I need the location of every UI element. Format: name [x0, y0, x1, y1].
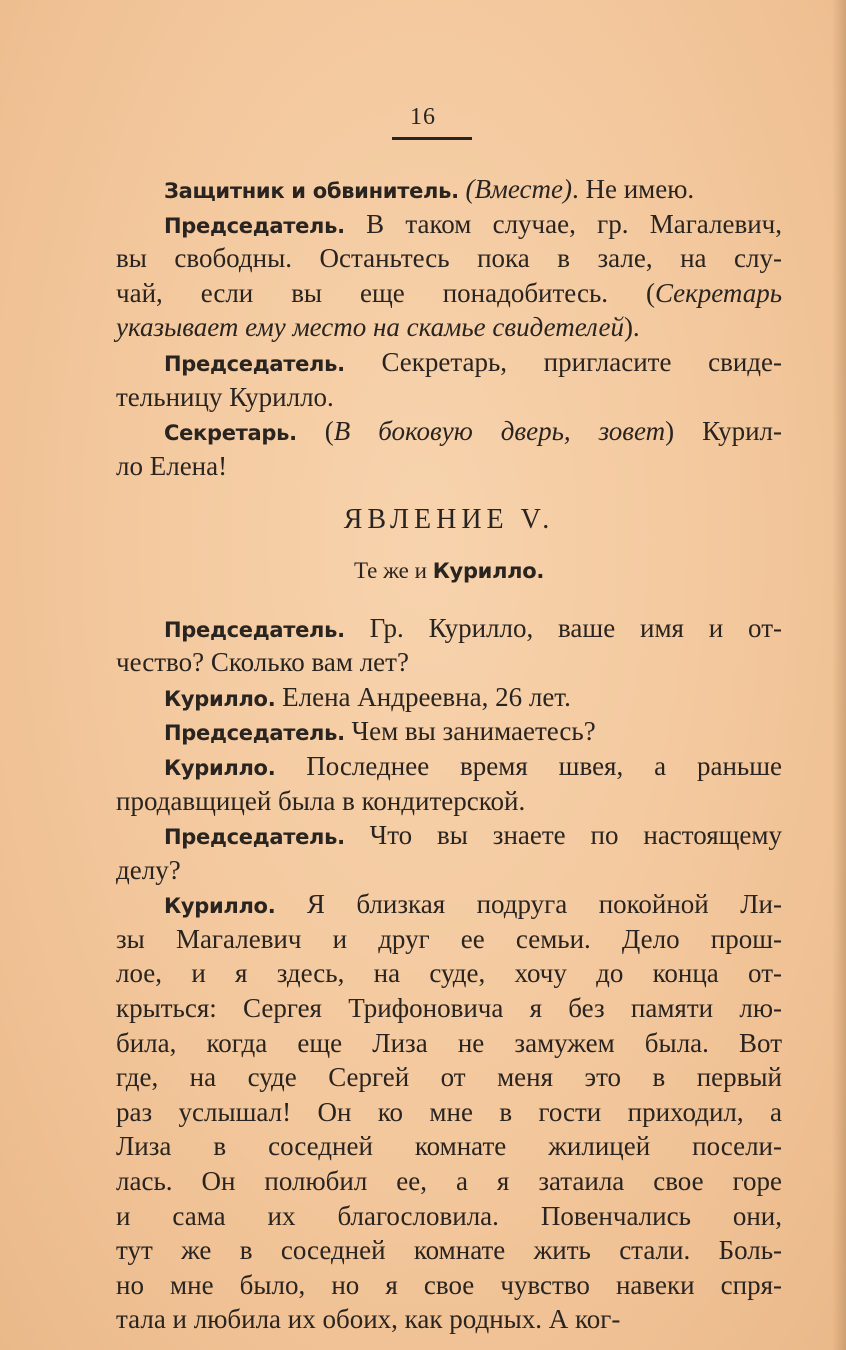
- line-text: В таком случае, гр. Магалевич,: [344, 208, 782, 239]
- text-line: [116, 749, 782, 784]
- text-line: [116, 1164, 782, 1199]
- page-number: 16: [410, 104, 436, 130]
- page-edge-shadow: [832, 0, 846, 1350]
- text-line: [116, 1129, 782, 1164]
- text-line: [116, 645, 782, 680]
- page-text: [116, 172, 782, 1337]
- line-text: Елена Андреевна, 26 лет.: [275, 681, 571, 712]
- line-text: вы свободны. Останьтесь пока в зале, на слу-: [116, 243, 782, 274]
- speaker-name: Председатель.: [164, 617, 345, 642]
- scene-heading: ЯВЛЕНИЕ V.: [343, 504, 555, 536]
- line-text: (: [296, 416, 334, 447]
- text-line: [116, 1233, 782, 1268]
- text-line: [116, 887, 782, 922]
- line-text: била, когда еще Лиза не замужем была. Вот: [116, 1027, 782, 1058]
- stage-direction: (Вместе): [458, 174, 572, 204]
- text-line: [116, 1268, 782, 1303]
- line-text: крыться: Сергея Трифоновича я без памяти лю-: [116, 993, 782, 1024]
- line-text: ) Курил-: [665, 416, 782, 447]
- stage-direction: указывает ему место на скамье свидетелей: [116, 312, 624, 343]
- subheading-character: Курилло.: [432, 558, 545, 583]
- text-line: [116, 784, 782, 819]
- text-line: [116, 1199, 782, 1234]
- subheading-text: Те же и: [353, 557, 433, 583]
- text-line: [116, 345, 782, 380]
- dialogue-block-2: [116, 611, 782, 1337]
- text-line: [116, 207, 782, 242]
- text-line: [116, 818, 782, 853]
- line-text: Последнее время швея, а раньше: [275, 750, 782, 781]
- line-text: лое, и я здесь, на суде, хочу до конца от-: [116, 958, 782, 989]
- line-text: тельницу Курилло.: [116, 381, 334, 412]
- line-text: Лиза в соседней комнате жилицей посели-: [116, 1131, 782, 1162]
- line-text: Гр. Курилло, ваше имя и от-: [344, 612, 782, 643]
- text-line: [116, 922, 782, 957]
- speaker-name: Курилло.: [164, 755, 276, 780]
- line-text: чество? Сколько вам лет?: [116, 647, 409, 678]
- stage-direction: В боковую дверь, зовет: [333, 416, 666, 447]
- text-line: [116, 276, 782, 311]
- page-number-rule: [392, 137, 472, 140]
- speaker-name: Председатель.: [164, 825, 345, 850]
- stage-direction: Секретарь: [654, 277, 782, 308]
- text-line: [116, 380, 782, 415]
- text-line: [116, 853, 782, 888]
- line-text: продавщицей была в кондитерской.: [116, 785, 526, 816]
- line-text: зы Магалевич и друг ее семьи. Дело прош-: [116, 923, 782, 954]
- speaker-name: Курилло.: [164, 894, 276, 919]
- line-text: где, на суде Сергей от меня это в первый: [116, 1062, 782, 1093]
- text-line: [116, 991, 782, 1026]
- speaker-name: Курилло.: [164, 686, 276, 711]
- line-text: тала и любила их обоих, как родных. А ког-: [116, 1304, 621, 1335]
- line-text: Секретарь, пригласите свиде-: [344, 346, 782, 377]
- speaker-name: Председатель.: [164, 721, 345, 746]
- text-line: [116, 172, 782, 207]
- line-text: Что вы знаете по настоящему: [344, 820, 782, 851]
- speaker-name: Председатель.: [164, 351, 345, 376]
- line-text: раз услышал! Он ко мне в гости приходил, а: [116, 1096, 782, 1127]
- text-line: [116, 310, 782, 345]
- line-text: и сама их благословила. Повенчались они,: [116, 1200, 782, 1231]
- text-line: [116, 241, 782, 276]
- dialogue-block-1: [116, 172, 782, 483]
- line-text: лась. Он полюбил ее, а я затаила свое горе: [116, 1166, 782, 1197]
- line-text: ).: [623, 312, 640, 343]
- line-text: Я близкая подруга покойной Ли-: [275, 889, 782, 920]
- speaker-name: Председатель.: [164, 213, 345, 238]
- line-text: . Не имею.: [571, 174, 695, 204]
- line-text: тут же в соседней комнате жить стали. Боль-: [116, 1235, 782, 1266]
- line-text: но мне было, но я свое чувство навеки спря-: [116, 1269, 782, 1300]
- text-line: [116, 680, 782, 715]
- line-text: Чем вы занимаетесь?: [344, 716, 596, 747]
- line-text: делу?: [116, 854, 181, 885]
- text-line: [116, 414, 782, 449]
- speaker-name: Защитник и обвинитель.: [164, 179, 459, 203]
- text-line: [116, 1095, 782, 1130]
- text-line: [116, 1302, 782, 1337]
- text-line: [116, 1060, 782, 1095]
- text-line: [116, 1026, 782, 1061]
- text-line: [116, 449, 782, 484]
- text-line: [116, 714, 782, 749]
- text-line: [116, 956, 782, 991]
- text-line: [116, 611, 782, 646]
- speaker-name: Секретарь.: [164, 421, 297, 446]
- scene-subheading: [116, 554, 782, 589]
- line-text: ло Елена!: [116, 450, 228, 481]
- line-text: чай, если вы еще понадобитесь. (: [116, 277, 655, 308]
